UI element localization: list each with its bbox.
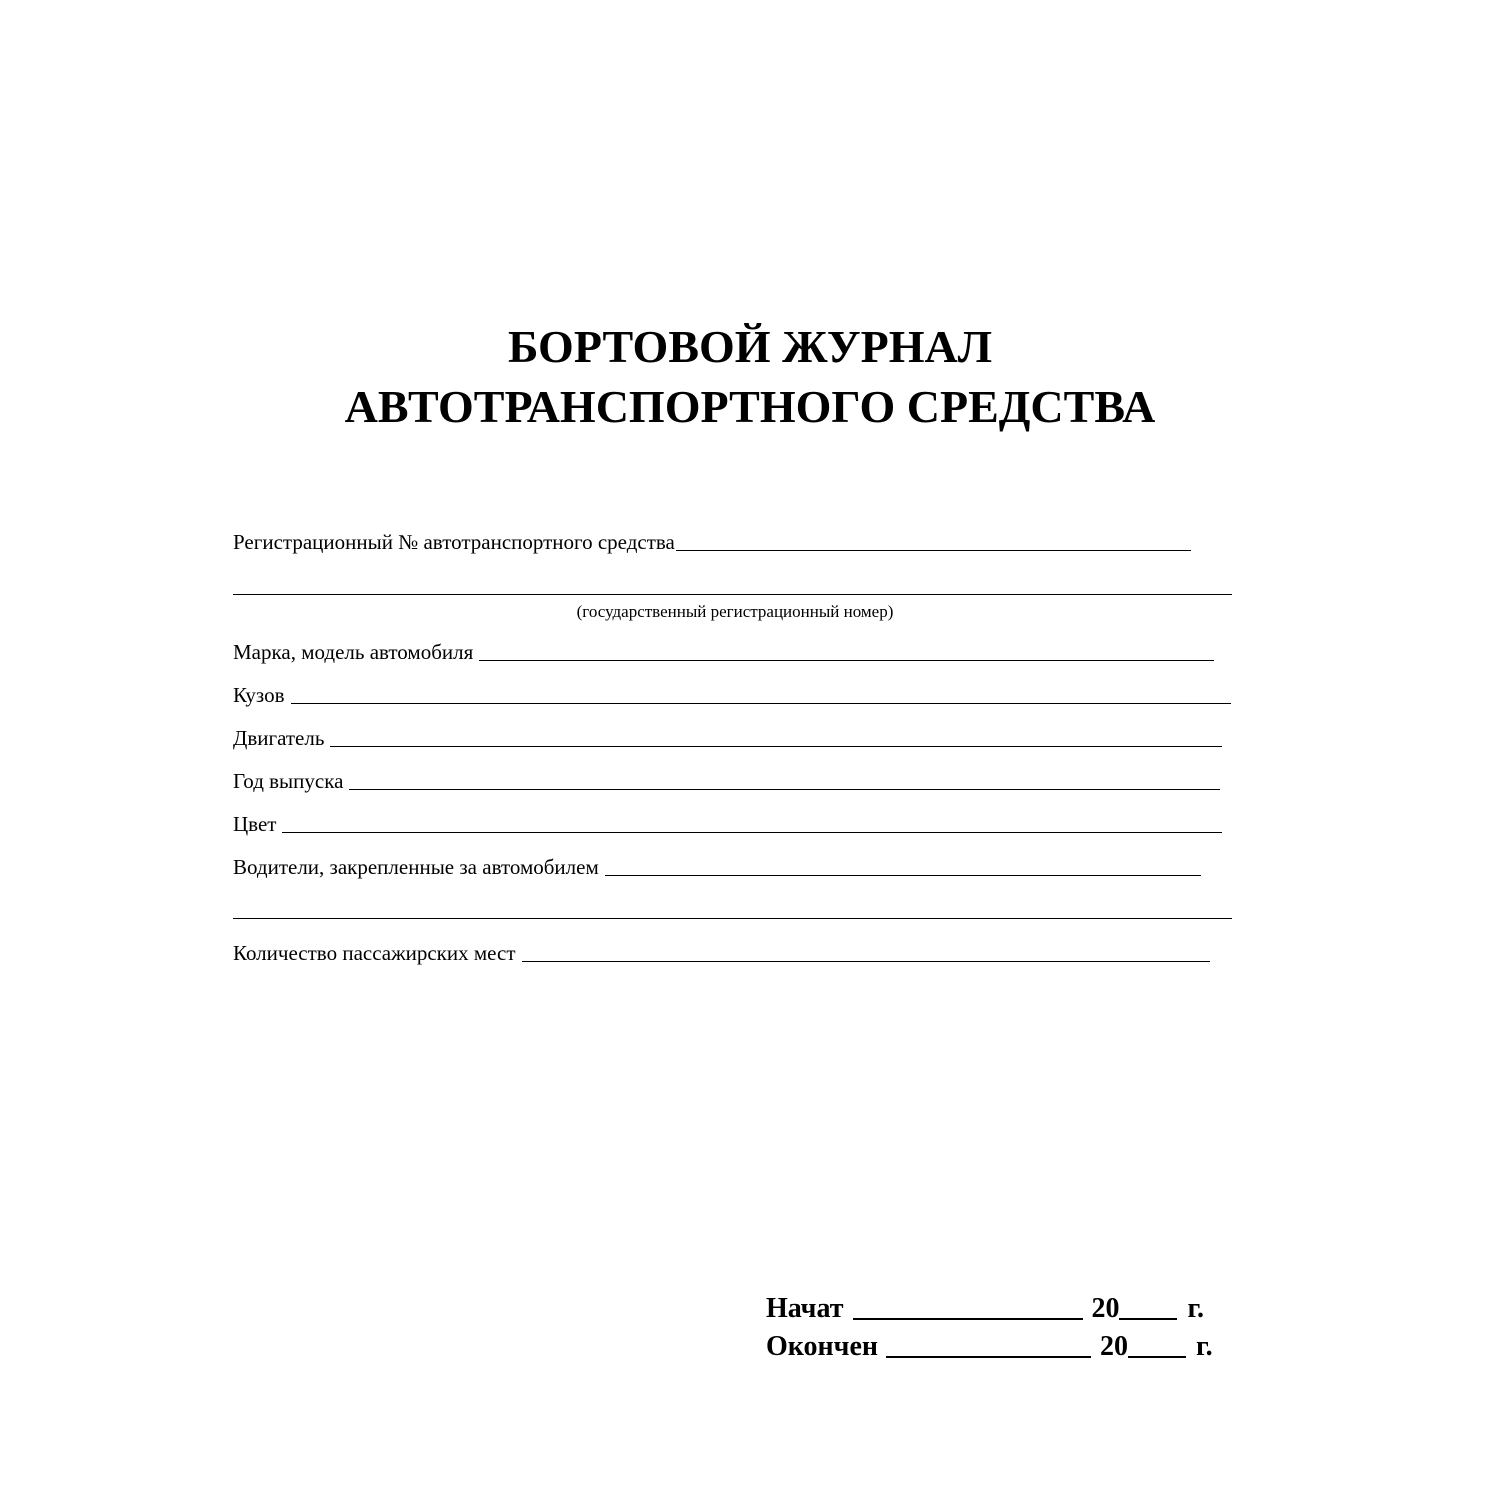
color-label: Цвет [233,812,277,836]
drivers-second-line[interactable] [233,918,1232,919]
finished-century: 20 [1100,1331,1129,1362]
drivers-label: Водители, закрепленные за автомобилем [233,855,599,879]
registration-field [233,532,1191,553]
seats-input-line[interactable] [522,961,1210,962]
started-year-line[interactable] [1119,1318,1177,1320]
finished-year-line[interactable] [1128,1356,1186,1358]
engine-input-line[interactable] [330,746,1222,747]
registration-second-line[interactable] [233,594,1232,595]
finished-year-suffix: г. [1196,1331,1213,1362]
make-model-field [233,642,1214,663]
started-year-suffix: г. [1187,1293,1205,1324]
year-field [233,771,1220,792]
make-model-label: Марка, модель автомобиля [233,640,474,664]
year-input-line[interactable] [349,789,1220,790]
body-field [233,685,1231,706]
engine-field [233,728,1222,749]
title-line-2: АВТОТРАНСПОРТНОГО СРЕДСТВА [344,381,1156,432]
make-model-input-line[interactable] [479,660,1214,661]
seats-field [233,943,1210,964]
engine-label: Двигатель [233,726,325,750]
color-field [233,814,1222,835]
drivers-field [233,857,1201,878]
finished-date-row [766,1333,1213,1361]
body-input-line[interactable] [291,703,1231,704]
color-input-line[interactable] [282,832,1222,833]
started-label: Начат [766,1293,844,1324]
started-century: 20 [1091,1293,1120,1324]
registration-hint: (государственный регистрационный номер) [576,602,894,621]
year-label: Год выпуска [233,769,344,793]
body-label: Кузов [233,683,285,707]
finished-day-month-line[interactable] [886,1356,1091,1358]
started-day-month-line[interactable] [853,1318,1083,1320]
started-date-row [766,1295,1204,1323]
registration-input-line[interactable] [676,550,1191,551]
drivers-input-line[interactable] [605,875,1201,876]
registration-label: Регистрационный № автотранспортного средства [233,530,675,554]
finished-label: Окончен [766,1331,879,1362]
title-line-1: БОРТОВОЙ ЖУРНАЛ [507,321,993,372]
seats-label: Количество пассажирских мест [233,941,516,965]
